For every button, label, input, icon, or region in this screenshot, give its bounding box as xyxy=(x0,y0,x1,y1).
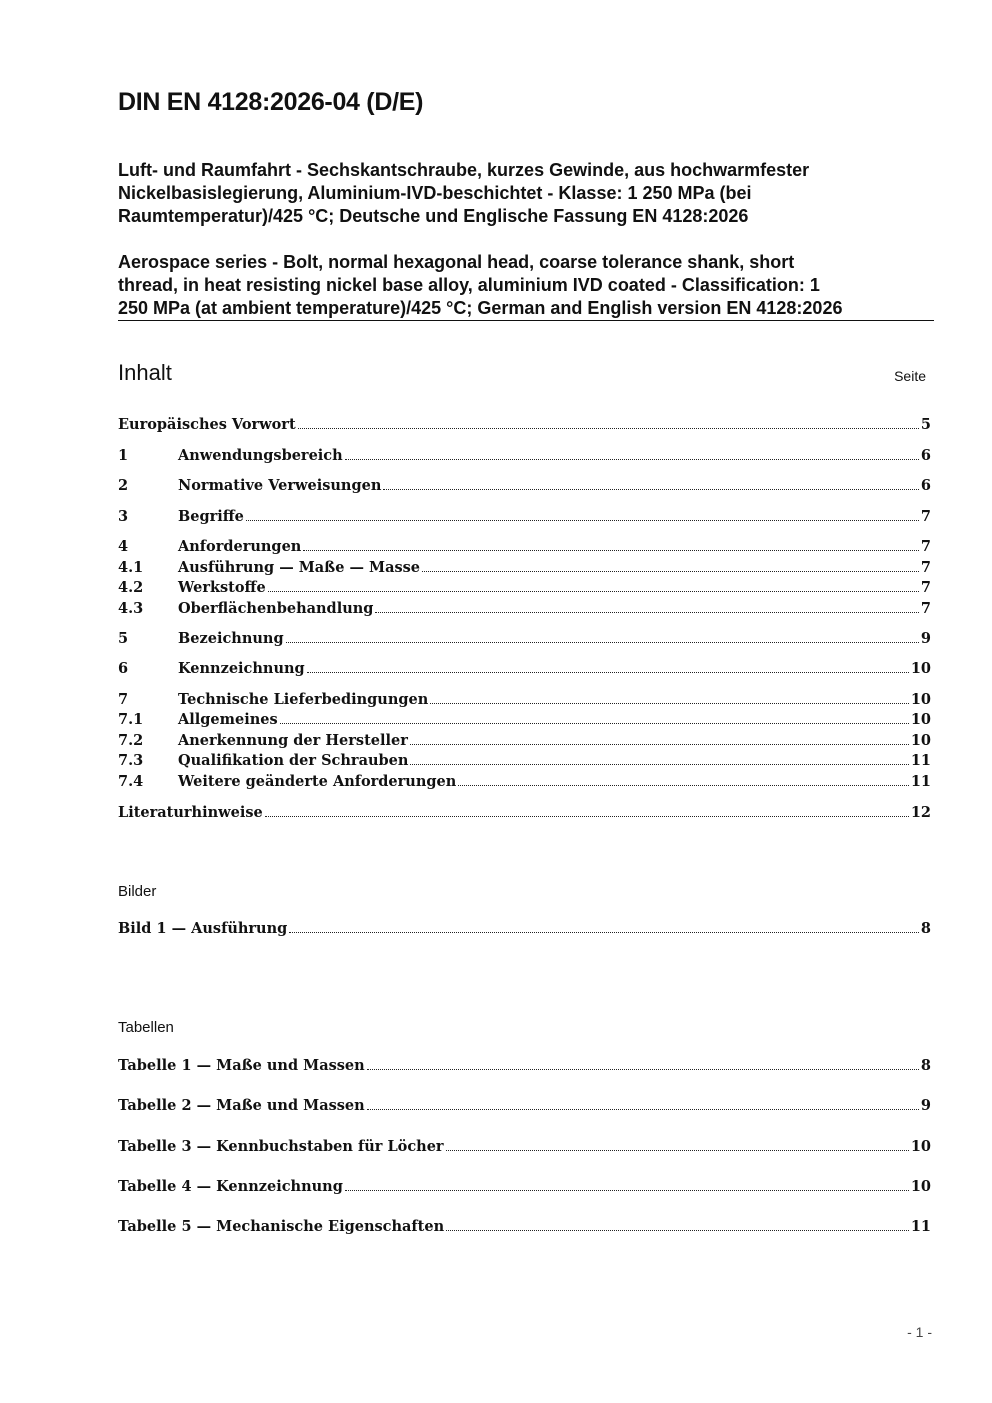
table-entry-page: 10 xyxy=(910,1178,931,1195)
toc-dot-leader xyxy=(410,764,908,765)
toc-entry[interactable] xyxy=(118,752,931,773)
table-entry-page: 9 xyxy=(920,1097,931,1114)
toc-entry-title: Technische Lieferbedingungen xyxy=(178,691,429,708)
toc-entry-title: Bezeichnung xyxy=(178,630,284,647)
toc-dot-leader xyxy=(367,1069,919,1070)
toc-entry-title: Qualifikation der Schrauben xyxy=(178,752,409,769)
subtitle-german-line: Luft- und Raumfahrt - Sechskantschraube, kurzes Gewinde, aus hochwarmfester xyxy=(118,160,810,180)
toc-dot-leader xyxy=(307,672,909,673)
toc-entry-title: Anerkennung der Hersteller xyxy=(178,732,408,749)
subtitle-english-line: 250 MPa (at ambient temperature)/425 °C; German and English version EN 4128:2026 xyxy=(118,298,843,318)
table-entry-page: 11 xyxy=(910,1218,931,1235)
toc-entry[interactable] xyxy=(118,660,931,681)
toc-dot-leader xyxy=(446,1150,909,1151)
toc-heading: Inhalt xyxy=(118,360,172,385)
toc-dot-leader xyxy=(345,459,919,460)
toc-entry-page: 12 xyxy=(910,804,931,821)
toc-entry-title: Weitere geänderte Anforderungen xyxy=(178,773,457,790)
toc-dot-leader xyxy=(280,723,909,724)
toc-entry-page: 7 xyxy=(920,559,931,576)
subtitle-english-line: Aerospace series - Bolt, normal hexagonal head, coarse tolerance shank, short xyxy=(118,252,795,272)
toc-dot-leader xyxy=(458,785,909,786)
toc-dot-leader xyxy=(303,550,919,551)
toc-entry-page: 10 xyxy=(910,691,931,708)
page-number: - 1 - xyxy=(907,1324,932,1340)
table-entry[interactable] xyxy=(118,1138,931,1159)
toc-entry[interactable] xyxy=(118,773,931,794)
toc-entry-number: 6 xyxy=(118,660,129,677)
toc-entry[interactable] xyxy=(118,600,931,621)
toc-entry-title: Anforderungen xyxy=(178,538,302,555)
toc-entry[interactable] xyxy=(118,711,931,732)
table-entry[interactable] xyxy=(118,1218,931,1239)
toc-entry-title: Literaturhinweise xyxy=(118,804,263,821)
table-entry-title: Tabelle 5 — Mechanische Eigenschaften xyxy=(118,1218,445,1235)
toc-dot-leader xyxy=(383,489,919,490)
toc-dot-leader xyxy=(430,703,909,704)
subtitle-german xyxy=(118,159,938,228)
toc-entry-page: 6 xyxy=(920,447,931,464)
toc-entry-page: 6 xyxy=(920,477,931,494)
subtitle-english xyxy=(118,251,938,320)
toc-entry[interactable] xyxy=(118,416,931,437)
toc-dot-leader xyxy=(410,744,909,745)
toc-dot-leader xyxy=(422,571,919,572)
document-title: DIN EN 4128:2026-04 (D/E) xyxy=(118,88,424,116)
toc-entry-number: 7.4 xyxy=(118,773,144,790)
subtitle-english-line: thread, in heat resisting nickel base alloy, aluminium IVD coated - Classification: 1 xyxy=(118,275,820,295)
toc-dot-leader xyxy=(289,932,919,933)
table-entry-page: 8 xyxy=(920,1057,931,1074)
toc-entry-number: 7 xyxy=(118,691,129,708)
subtitle-german-line: Nickelbasislegierung, Aluminium-IVD-beschichtet - Klasse: 1 250 MPa (bei xyxy=(118,183,752,203)
toc-entry-title: Europäisches Vorwort xyxy=(118,416,296,433)
toc-entry-page: 11 xyxy=(910,752,931,769)
toc-entry-page: 9 xyxy=(920,630,931,647)
figure-entry[interactable] xyxy=(118,920,931,941)
toc-entry-number: 4 xyxy=(118,538,129,555)
toc-entry-title: Normative Verweisungen xyxy=(178,477,382,494)
toc-dot-leader xyxy=(246,520,919,521)
toc-dot-leader xyxy=(375,612,918,613)
toc-entry-title: Anwendungsbereich xyxy=(178,447,343,464)
table-entry-title: Tabelle 4 — Kennzeichnung xyxy=(118,1178,343,1195)
toc-dot-leader xyxy=(298,428,919,429)
toc-entry-number: 7.1 xyxy=(118,711,144,728)
tables-heading: Tabellen xyxy=(118,1019,174,1036)
toc-entry-number: 3 xyxy=(118,508,129,525)
toc-entry-page: 5 xyxy=(920,416,931,433)
subtitle-german-line: Raumtemperatur)/425 °C; Deutsche und Englische Fassung EN 4128:2026 xyxy=(118,206,749,226)
toc-dot-leader xyxy=(286,642,919,643)
toc-entry[interactable] xyxy=(118,579,931,600)
toc-entry-number: 4.1 xyxy=(118,559,144,576)
toc-entry[interactable] xyxy=(118,559,931,580)
table-entry-title: Tabelle 2 — Maße und Massen xyxy=(118,1097,365,1114)
title-underline-divider xyxy=(118,320,934,321)
figures-heading: Bilder xyxy=(118,883,157,900)
table-entry[interactable] xyxy=(118,1178,931,1199)
table-entry-title: Tabelle 1 — Maße und Massen xyxy=(118,1057,365,1074)
toc-entry[interactable] xyxy=(118,477,931,498)
toc-entry-number: 4.2 xyxy=(118,579,144,596)
table-entry[interactable] xyxy=(118,1057,931,1078)
toc-dot-leader xyxy=(367,1109,919,1110)
toc-dot-leader xyxy=(345,1190,909,1191)
toc-entry-page: 11 xyxy=(910,773,931,790)
toc-entry[interactable] xyxy=(118,447,931,468)
toc-entry-number: 7.3 xyxy=(118,752,144,769)
toc-entry[interactable] xyxy=(118,508,931,529)
toc-entry-page: 10 xyxy=(910,711,931,728)
table-entry[interactable] xyxy=(118,1097,931,1118)
toc-entry[interactable] xyxy=(118,538,931,559)
toc-entry[interactable] xyxy=(118,804,931,825)
toc-entry-page: 7 xyxy=(920,579,931,596)
toc-entry-title: Werkstoffe xyxy=(178,579,266,596)
toc-entry-title: Allgemeines xyxy=(178,711,278,728)
toc-entry-title: Oberflächenbehandlung xyxy=(178,600,374,617)
toc-entry-page: 7 xyxy=(920,600,931,617)
toc-entry[interactable] xyxy=(118,691,931,712)
figure-entry-page: 8 xyxy=(920,920,931,937)
toc-dot-leader xyxy=(268,591,919,592)
toc-entry-number: 2 xyxy=(118,477,129,494)
toc-entry-title: Kennzeichnung xyxy=(178,660,305,677)
table-entry-page: 10 xyxy=(910,1138,931,1155)
toc-dot-leader xyxy=(446,1230,909,1231)
toc-entry-number: 1 xyxy=(118,447,129,464)
table-entry-title: Tabelle 3 — Kennbuchstaben für Löcher xyxy=(118,1138,444,1155)
toc-entry-number: 7.2 xyxy=(118,732,144,749)
toc-entry-title: Ausführung — Maße — Masse xyxy=(178,559,421,576)
toc-entry-number: 4.3 xyxy=(118,600,144,617)
toc-entry-page: 10 xyxy=(910,732,931,749)
toc-entry-page: 7 xyxy=(920,508,931,525)
toc-entry[interactable] xyxy=(118,630,931,651)
toc-page-column-label: Seite xyxy=(894,368,926,384)
toc-dot-leader xyxy=(265,816,909,817)
toc-entry-page: 7 xyxy=(920,538,931,555)
toc-entry[interactable] xyxy=(118,732,931,753)
toc-entry-title: Begriffe xyxy=(178,508,244,525)
figure-entry-title: Bild 1 — Ausführung xyxy=(118,920,288,937)
toc-entry-page: 10 xyxy=(910,660,931,677)
toc-entry-number: 5 xyxy=(118,630,129,647)
